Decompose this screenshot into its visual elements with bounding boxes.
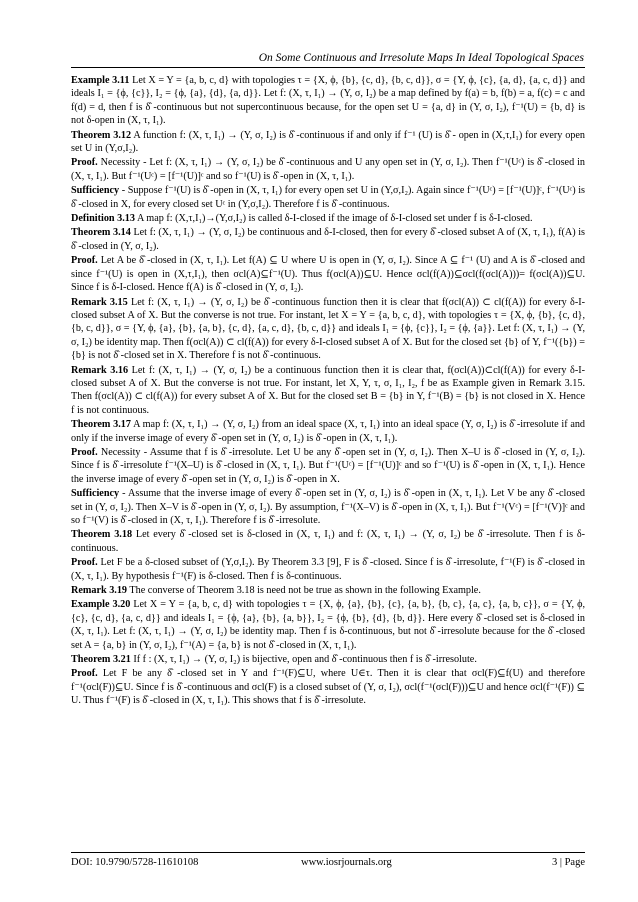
proof-3-21 [71,667,585,707]
running-header: On Some Continuous and Irresolute Maps In Ideal Topological Spaces [258,52,584,64]
paragraph-label: Remark 3.19 [71,585,128,597]
paragraph-text: - Assume that the inverse image of every δ̂ -open set in (Y, σ, I₂) is δ̂ -open in (X, τ, I₁). Let V be any δ̂ -closed set in (Y, σ, I₂). Then X–V is δ̂ -open in (Y, σ, I₂). By assumption, f⁻¹(X–V) is δ̂ -open in (X, τ, I₁). But f⁻¹(Vᶜ) = [f⁻¹(V)]ᶜ and so f⁻¹(V) is δ̂ -closed in (X, τ, I₁). Therefore f is δ̂ -irresolute. [71,488,585,526]
paragraph-text: Let f: (X, τ, I₁) → (Y, σ, I₂) be δ̂ -continuous function then it is clear that f(σcl(A)) ⊂ cl(f(A)) for every δ-I-closed subset A of X. But the converse is not true. For instant, let X = Y = {a, b, c, d}, with topologies τ = {X, ϕ, {b}, {c, d}, {b, c, d}}, σ = {Y, ϕ, {a}, {b}, {a, b}, {c, d}, {a, c, d}, {b, c, d}} and ideals I₁ = {ϕ, {c}}, I₂ = {ϕ, {a}}. Let f: (X, τ, I₁) → (Y, σ, I₂) be identity map. Then f(σcl(A)) ⊂ cl(f(A)) for every δ-I-closed subset A of X. But for the closed set {b} of Y, f⁻¹({b}) = {b} is not δ̂ -closed set in X. Therefore f is not δ̂ -continuous. [71,296,586,362]
paragraph-label: Example 3.20 [71,599,131,611]
paragraph-text: Let F be a δ-closed subset of (Y,σ,I₂). By Theorem 3.3 [9], F is δ̂ -closed. Since f is δ̂ -irresolute, f⁻¹(F) is δ̂ -closed in (X, τ, I₁). By hypothesis f⁻¹(F) is δ-closed. Then f is δ-continuous. [71,557,586,582]
paragraph-label: Sufficiency [71,185,120,197]
paragraph-label: Proof. [71,668,98,680]
paragraph-text: Let every δ̂ -closed set is δ-closed in (X, τ, I₁) and f: (X, τ, I₁) → (Y, σ, I₂) be δ̂ -irresolute. Then f is δ-continuous. [71,529,586,554]
paragraph-label: Sufficiency [71,488,120,500]
paragraph-text: Let X = Y = {a, b, c, d} with topologies τ = {X, ϕ, {b}, {c, d}, {b, c, d}}, σ = {Y, ϕ, {c}, {a, d}, {a, c, d}} and ideals I₁ = {ϕ, {c}}, I₂ = {ϕ, {a}, {d}, {a, d}}. Let f: (X, τ, I₁) → (Y, σ, I₂) be a map defined by f(a) = b, f(b) = a, f(c) = c and f(d) = d, then f is δ̂ -continuous but not supercontinuous because, for the open set U = {a, d} in (Y, σ, I₂), f⁻¹(U) = {b, d} is not δ-open in (X, τ, I₁). [71,75,585,127]
paragraph-label: Theorem 3.17 [71,419,131,431]
paragraph-label: Remark 3.15 [71,296,128,308]
theorem-3-21 [71,653,585,666]
definition-3-13 [71,212,585,225]
paragraph-label: Theorem 3.14 [71,227,131,239]
footer-website: www.iosrjournals.org [301,857,392,868]
proof-3-17 [71,446,585,486]
example-3-11 [71,74,585,128]
footer-rule [71,852,585,853]
example-3-20 [71,598,585,652]
paragraph-text: Let f: (X, τ, I₁) → (Y, σ, I₂) be continuous and δ-I-closed, then for every δ̂ -closed subset A of (X, τ, I₁), f(A) is δ̂ -closed in (Y, σ, I₂). [71,227,585,252]
article-body [71,74,585,709]
paragraph-text: Let F be any δ̂ -closed set in Y and f⁻¹(F)⊆U, where U∈τ. Then it is clear that σcl(F)⊆f(U) and therefore f⁻¹(σcl(F))⊆U. Since f is δ̂ -continuous and σcl(F) is a closed subset of (Y, σ, I₂), σcl(f⁻¹(σcl(F)))⊆U and hence σcl(f⁻¹(F)) ⊆ U. Thus f⁻¹(F) is δ̂ -closed in (X, τ, I₁). This shows that f is δ̂ -irresolute. [71,668,585,707]
footer-page-number: 3 | Page [551,857,585,868]
paragraph-text: A map f: (X,τ,I₁)→(Y,σ,I₂) is called δ-I-closed if the image of δ-I-closed set under f is δ-I-closed. [136,213,533,225]
paragraph-text: Necessity - Let f: (X, τ, I₁) → (Y, σ, I₂) be δ̂ -continuous and U any open set in (Y, σ, I₂). Then f⁻¹(Uᶜ) is δ̂ -closed in (X, τ, I₁). But f⁻¹(Uᶜ) = [f⁻¹(U)]ᶜ and so f⁻¹(U) is δ̂ -open in (X, τ, I₁). [71,157,585,182]
proof-3-14 [71,254,585,294]
proof-3-18 [71,556,585,583]
paragraph-text: A function f: (X, τ, I₁) → (Y, σ, I₂) is δ̂ -continuous if and only if f⁻¹ (U) is δ̂ - open in (X,τ,I₁) for every open set U in (Y,σ,I₂). [71,129,586,155]
remark-3-15 [71,296,585,363]
remark-3-16 [71,364,585,418]
paragraph-text: Necessity - Assume that f is δ̂ -irresolute. Let U be any δ̂ -open set in (Y, σ, I₂). Then X–U is δ̂ -closed in (Y, σ, I₂). Since f is δ̂ -irresolute f⁻¹(X–U) is δ̂ -closed in (X, τ, I₁). But f⁻¹(Uᶜ) = [f⁻¹(U)]ᶜ and so f⁻¹(U) is δ̂ -open in (X, τ, I₁). Hence the inverse image of every δ̂ -open set in (Y, σ, I₂) is δ̂ -open in X. [71,446,586,485]
paragraph-text: Let A be δ̂ -closed in (X, τ, I₁). Let f(A) ⊆ U where U is open in (Y, σ, I₂). Since A ⊆ f⁻¹ (U) and A is δ̂ -closed and since f⁻¹(U) is open in (X,τ,I₁), then σcl(A)⊆f⁻¹(U). Thus f(σcl(A))⊆U. Hence σcl(f(A))⊆σcl(f(σcl(A)))= f(σcl(A))⊆U. Since f is δ-I-closed. Hence f(A) is δ̂ -closed in (Y, σ, I₂). [71,255,586,294]
paragraph-label: Theorem 3.21 [71,654,131,666]
paragraph-text: Let f: (X, τ, I₁) → (Y, σ, I₂) be a continuous function then it is clear that, f(σcl(A))⊂cl(f(A)) for every δ-I-closed subset A of X. But the converse is not true. For instant, let X, Y, τ, σ, I₁, I₂, f be as Example given in Remark 3.15. Then f(σcl(A)) ⊂ cl(f(A)) for every subset A of X. But for the closed set B = {b} in Y, f⁻¹(B) = {b} is not closed in X. Hence f is not continuous. [71,364,585,416]
paragraph-label: Example 3.11 [71,75,130,86]
remark-3-19 [71,584,585,597]
theorem-3-18 [71,528,585,555]
header-rule [71,67,585,68]
paragraph-label: Theorem 3.18 [71,529,133,541]
paragraph-text: - Suppose f⁻¹(U) is δ̂ -open in (X, τ, I₁) for every open set U in (Y,σ,I₂). Again since f⁻¹(Uᶜ) = [f⁻¹(U)]ᶜ, f⁻¹(Uᶜ) is δ̂ -closed in X, for every closed set Uᶜ in (Y,σ,I₂). Therefore f is δ̂ -continuous. [71,185,586,210]
footer-doi: DOI: 10.9790/5728-11610108 [71,857,199,868]
theorem-3-17 [71,418,585,445]
paragraph-label: Proof. [71,557,98,569]
paragraph-text: Let X = Y = {a, b, c, d} with topologies τ = {X, ϕ, {a}, {b}, {c}, {a, b}, {b, c}, {a, c}, {a, b, c}}, σ = {Y, ϕ, {c}, {c, d}, {a, c, d}} and ideals I₁ = {ϕ, {a}, {b}, {a, b}}, I₂ = {ϕ, {b}, {d}, {b, d}}. Here every δ̂ -closed set is δ-closed in (X, τ, I₁). Let f: (X, τ, I₁) → (Y, σ, I₂) be identity map. Then f is δ-continuous, but not δ̂ -irresolute because for the δ̂ -closed set A = {a, b} in (Y, σ, I₂), f⁻¹(A) = {a, b} is not δ̂ -closed in (X, τ, I₁). [71,599,585,651]
paragraph-text: If f : (X, τ, I₁) → (Y, σ, I₂) is bijective, open and δ̂ -continuous then f is δ̂ -irresolute. [133,654,477,666]
proof-3-12 [71,156,585,183]
paragraph-label: Remark 3.16 [71,364,129,376]
paragraph-label: Proof. [71,446,98,458]
paragraph-label: Proof. [71,157,98,169]
theorem-3-14 [71,226,585,253]
theorem-3-12 [71,129,585,156]
paragraph-text: The converse of Theorem 3.18 is need not be true as shown in the following Example. [129,585,481,597]
paragraph-label: Definition 3.13 [71,213,135,225]
paragraph-label: Theorem 3.12 [71,129,132,141]
paragraph-label: Proof. [71,255,98,267]
sufficiency-3-12 [71,184,585,211]
sufficiency-3-17 [71,487,585,527]
paragraph-text: A map f: (X, τ, I₁) → (Y, σ, I₂) from an ideal space (X, τ, I₁) into an ideal space (Y, σ, I₂) is δ̂ -irresolute if and only if the inverse image of every δ̂ -open set in (Y, σ, I₂) is δ̂ -open in (X, τ, I₁). [71,419,586,444]
